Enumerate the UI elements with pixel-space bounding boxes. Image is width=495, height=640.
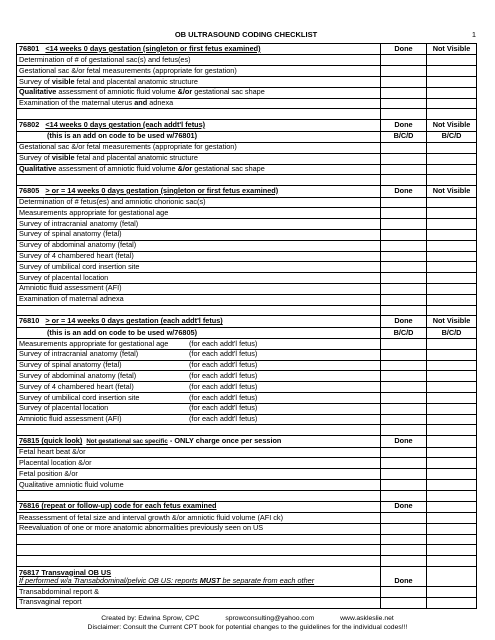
section-76802-subheader bbox=[17, 131, 477, 142]
not-visible-cell[interactable] bbox=[427, 414, 477, 425]
section-76815-header bbox=[17, 436, 477, 447]
footer-created: Created by: Edwina Sprow, CPC bbox=[101, 615, 200, 622]
bcd-label: B/C/D bbox=[427, 131, 477, 142]
done-cell[interactable] bbox=[381, 480, 427, 491]
done-header: Done bbox=[381, 501, 427, 512]
table-row: Determination of # of gestational sac(s) and fetus(es) bbox=[17, 55, 477, 66]
not-visible-cell[interactable] bbox=[427, 153, 477, 164]
done-header: Done bbox=[381, 436, 427, 447]
title-76810: > or = 14 weeks 0 days gestation (each addt'l fetus) bbox=[45, 316, 223, 326]
code-76805: 76805 bbox=[19, 185, 40, 195]
table-row: Survey of placental location bbox=[17, 273, 477, 284]
done-header: Done bbox=[381, 316, 427, 327]
note-76817: If performed w/a Transabdominal/pelvic OB US: reports MUST be separate from each other bbox=[19, 576, 315, 586]
done-cell[interactable] bbox=[381, 208, 427, 219]
footer-email[interactable]: sprowconsulting@yahoo.com bbox=[225, 615, 315, 622]
not-visible-cell[interactable] bbox=[427, 229, 477, 240]
done-cell[interactable] bbox=[381, 273, 427, 284]
table-row: Qualitative amniotic fluid volume bbox=[17, 480, 477, 491]
table-row: Survey of visible fetal and placental anatomic structure bbox=[17, 153, 477, 164]
done-cell[interactable] bbox=[381, 153, 427, 164]
not-visible-cell[interactable] bbox=[427, 164, 477, 175]
code-76815: 76815 (quick look) bbox=[19, 436, 83, 446]
not-visible-cell[interactable] bbox=[427, 98, 477, 109]
title-76801: <14 weeks 0 days gestation (singleton or first fetus examined) bbox=[45, 43, 261, 53]
code-76802: 76802 bbox=[19, 119, 40, 129]
not-visible-cell[interactable] bbox=[427, 273, 477, 284]
spacer-row bbox=[17, 109, 477, 120]
tail-76815: - ONLY charge once per session bbox=[169, 436, 282, 446]
done-cell[interactable] bbox=[381, 371, 427, 382]
done-cell[interactable] bbox=[381, 360, 427, 371]
done-header: Done bbox=[381, 44, 427, 55]
page-title: OB ULTRASOUND CODING CHECKLIST bbox=[174, 30, 318, 39]
not-visible-cell[interactable] bbox=[427, 76, 477, 87]
done-cell[interactable] bbox=[381, 587, 427, 598]
spacer-row bbox=[17, 490, 477, 501]
table-row: Amniotic fluid assessment (AFI) (for each addt'l fetus) bbox=[17, 414, 477, 425]
done-cell[interactable] bbox=[381, 523, 427, 534]
table-row: Survey of intracranial anatomy (fetal) bbox=[17, 219, 477, 230]
table-row: Qualitative assessment of amniotic fluid volume &/or gestational sac shape bbox=[17, 87, 477, 98]
table-row: Survey of 4 chambered heart (fetal) bbox=[17, 251, 477, 262]
done-cell[interactable] bbox=[381, 87, 427, 98]
done-cell[interactable] bbox=[381, 240, 427, 251]
section-76801-header bbox=[17, 44, 477, 55]
done-cell[interactable] bbox=[381, 447, 427, 458]
table-row: Examination of maternal adnexa bbox=[17, 294, 477, 305]
done-cell[interactable] bbox=[381, 76, 427, 87]
not-visible-cell[interactable] bbox=[427, 382, 477, 393]
table-row: Survey of 4 chambered heart (fetal) (for each addt'l fetus) bbox=[17, 382, 477, 393]
done-cell[interactable] bbox=[381, 283, 427, 294]
spacer-row bbox=[17, 175, 477, 186]
table-row: Survey of visible fetal and placental anatomic structure bbox=[17, 76, 477, 87]
not-visible-header: Not Visible bbox=[427, 120, 477, 131]
title-76805: > or = 14 weeks 0 days gestation (singleton or first fetus examined) bbox=[45, 185, 279, 195]
table-row: Fetal position &/or bbox=[17, 469, 477, 480]
table-row: Reassessment of fetal size and interval growth &/or amniotic fluid volume (AFI ck) bbox=[17, 513, 477, 524]
not-visible-cell[interactable] bbox=[427, 197, 477, 208]
table-row: Transvaginal report bbox=[17, 597, 477, 608]
done-cell[interactable] bbox=[381, 469, 427, 480]
done-cell[interactable] bbox=[381, 219, 427, 230]
page-header bbox=[16, 30, 476, 42]
done-cell[interactable] bbox=[381, 251, 427, 262]
not-visible-cell[interactable] bbox=[427, 403, 477, 414]
not-visible-cell[interactable] bbox=[427, 283, 477, 294]
table-row bbox=[17, 534, 477, 545]
table-row: Survey of umbilical cord insertion site (for each addt'l fetus) bbox=[17, 393, 477, 404]
bcd-label: B/C/D bbox=[381, 327, 427, 338]
not-visible-cell[interactable] bbox=[427, 262, 477, 273]
done-cell[interactable] bbox=[381, 513, 427, 524]
table-row: Measurements appropriate for gestational age (for each addt'l fetus) bbox=[17, 339, 477, 350]
section-76810-subheader bbox=[17, 327, 477, 338]
table-row: Placental location &/or bbox=[17, 458, 477, 469]
not-visible-cell[interactable] bbox=[427, 240, 477, 251]
footer-web[interactable]: www.askleslie.net bbox=[340, 615, 394, 622]
not-visible-cell[interactable] bbox=[427, 55, 477, 66]
section-76817-header bbox=[17, 567, 477, 587]
checklist-table bbox=[16, 43, 477, 609]
done-cell[interactable] bbox=[381, 458, 427, 469]
table-row: Qualitative assessment of amniotic fluid volume &/or gestational sac shape bbox=[17, 164, 477, 175]
done-cell[interactable] bbox=[381, 142, 427, 153]
done-header: Done bbox=[381, 120, 427, 131]
not-visible-cell[interactable] bbox=[427, 349, 477, 360]
not-visible-header: Not Visible bbox=[427, 316, 477, 327]
table-row: Survey of abdominal anatomy (fetal) (for each addt'l fetus) bbox=[17, 371, 477, 382]
bcd-label: B/C/D bbox=[427, 327, 477, 338]
table-row: Survey of spinal anatomy (fetal) bbox=[17, 229, 477, 240]
table-row: Survey of placental location (for each addt'l fetus) bbox=[17, 403, 477, 414]
not-visible-cell[interactable] bbox=[427, 371, 477, 382]
section-76802-header bbox=[17, 120, 477, 131]
code-76810: 76810 bbox=[19, 316, 40, 326]
table-row: Gestational sac &/or fetal measurements (appropriate for gestation) bbox=[17, 142, 477, 153]
done-cell[interactable] bbox=[381, 164, 427, 175]
footer-disclaimer: Disclaimer: Consult the Current CPT book for potential changes to the guidelines for the individual codes!!! bbox=[87, 624, 408, 631]
subtitle-76802: (this is an add on code to be used w/76801) bbox=[17, 131, 381, 142]
done-cell[interactable] bbox=[381, 382, 427, 393]
not-visible-cell[interactable] bbox=[427, 208, 477, 219]
section-76816-header bbox=[17, 501, 477, 512]
not-visible-cell[interactable] bbox=[427, 393, 477, 404]
title-76817: 76817 Transvaginal OB US bbox=[19, 567, 112, 577]
table-row: Transabdominal report & bbox=[17, 587, 477, 598]
not-visible-cell[interactable] bbox=[427, 142, 477, 153]
table-row: Reevaluation of one or more anatomic abnormalities previously seen on US bbox=[17, 523, 477, 534]
not-visible-cell[interactable] bbox=[427, 87, 477, 98]
not-visible-cell[interactable] bbox=[427, 360, 477, 371]
done-cell[interactable] bbox=[381, 349, 427, 360]
done-cell[interactable] bbox=[381, 414, 427, 425]
bcd-label: B/C/D bbox=[381, 131, 427, 142]
done-cell[interactable] bbox=[381, 597, 427, 608]
not-visible-header: Not Visible bbox=[427, 44, 477, 55]
section-76805-header bbox=[17, 186, 477, 197]
not-visible-cell[interactable] bbox=[427, 294, 477, 305]
table-row: Fetal heart beat &/or bbox=[17, 447, 477, 458]
table-row bbox=[17, 545, 477, 556]
done-cell[interactable] bbox=[381, 339, 427, 350]
subtitle-76810: (this is an add on code to be used w/76805) bbox=[17, 327, 381, 338]
table-row: Survey of spinal anatomy (fetal) (for each addt'l fetus) bbox=[17, 360, 477, 371]
table-row: Survey of abdominal anatomy (fetal) bbox=[17, 240, 477, 251]
table-row: Gestational sac &/or fetal measurements (appropriate for gestation) bbox=[17, 66, 477, 77]
code-76801: 76801 bbox=[19, 43, 40, 53]
done-cell[interactable] bbox=[381, 197, 427, 208]
spacer-row bbox=[17, 425, 477, 436]
done-cell[interactable] bbox=[381, 98, 427, 109]
table-row: Survey of intracranial anatomy (fetal) (for each addt'l fetus) bbox=[17, 349, 477, 360]
done-cell[interactable] bbox=[381, 229, 427, 240]
table-row: Measurements appropriate for gestational age bbox=[17, 208, 477, 219]
footer-credits bbox=[0, 615, 495, 622]
table-row: Survey of umbilical cord insertion site bbox=[17, 262, 477, 273]
not-visible-cell[interactable] bbox=[427, 339, 477, 350]
done-cell[interactable] bbox=[381, 66, 427, 77]
page-number: 1 bbox=[471, 30, 476, 39]
table-row: Examination of the maternal uterus and adnexa bbox=[17, 98, 477, 109]
title-76816: 76816 (repeat or follow-up) code for each fetus examined bbox=[17, 501, 381, 512]
not-visible-cell[interactable] bbox=[427, 66, 477, 77]
done-header: Done bbox=[381, 186, 427, 197]
done-cell[interactable] bbox=[381, 294, 427, 305]
done-cell[interactable] bbox=[381, 403, 427, 414]
not-visible-header: Not Visible bbox=[427, 186, 477, 197]
table-row: Determination of # fetus(es) and amniotic chorionic sac(s) bbox=[17, 197, 477, 208]
not-visible-cell[interactable] bbox=[427, 219, 477, 230]
section-76810-header bbox=[17, 316, 477, 327]
table-row bbox=[17, 556, 477, 567]
done-cell[interactable] bbox=[381, 393, 427, 404]
done-header: Done bbox=[381, 567, 427, 587]
note-76815: Not gestational sac specific bbox=[86, 438, 168, 446]
done-cell[interactable] bbox=[381, 262, 427, 273]
table-row: Amniotic fluid assessment (AFI) bbox=[17, 283, 477, 294]
not-visible-cell[interactable] bbox=[427, 251, 477, 262]
done-cell[interactable] bbox=[381, 55, 427, 66]
spacer-row bbox=[17, 305, 477, 316]
title-76802: <14 weeks 0 days gestation (each addt'l fetus) bbox=[45, 119, 206, 129]
